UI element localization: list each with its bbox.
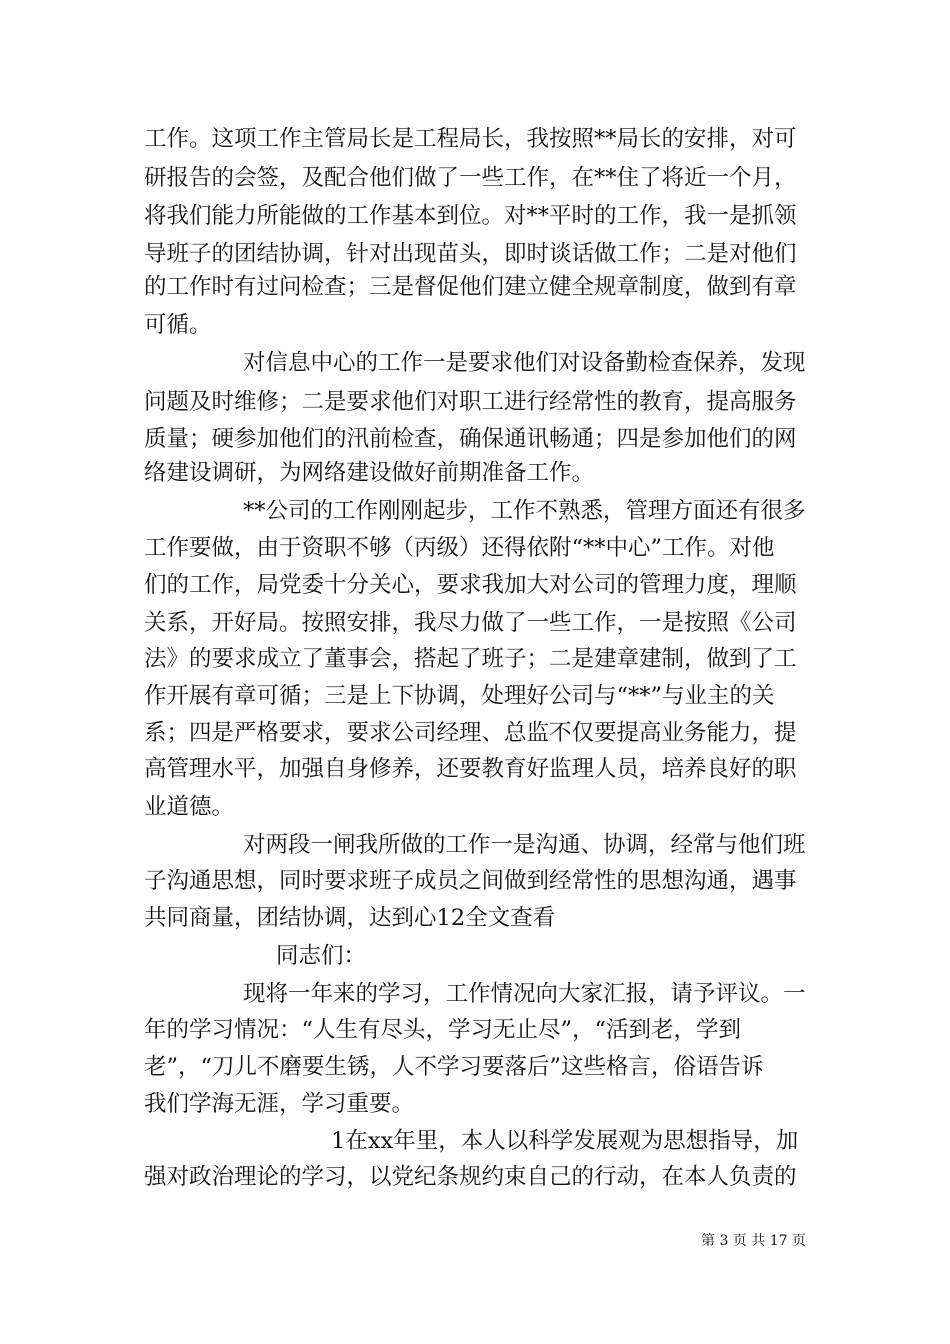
text-line: 质量；硬参加他们的汛前检查，确保通讯畅通；四是参加他们的网 (144, 426, 797, 452)
text-line: 工作。这项工作主管局长是工程局长，我按照**局长的安排，对可 (144, 126, 797, 152)
salutation: 同志们： (276, 943, 367, 969)
text-line: 强对政治理论的学习，以党纪条规约束自己的行动，在本人负责的 (144, 1164, 797, 1190)
text-line: 1在xx年里，本人以科学发展观为思想指导，加 (331, 1128, 799, 1154)
text-line: 研报告的会签，及配合他们做了一些工作，在**住了将近一个月， (144, 165, 797, 191)
text-line: 可循。 (144, 312, 212, 338)
text-line: 们的工作，局党委十分关心，要求我加大对公司的管理力度，理顺 (144, 572, 797, 598)
text-line: 作开展有章可循；三是上下协调，处理好公司与“**”与业主的关 (144, 683, 775, 709)
text-line: 我们学海无涯，学习重要。 (144, 1091, 415, 1117)
text-line: 业道德。 (144, 794, 235, 820)
text-line: 对信息中心的工作一是要求他们对设备勤检查保养，发现 (243, 350, 806, 376)
text-line: 现将一年来的学习，工作情况向大家汇报，请予评议。一 (243, 981, 806, 1007)
text-line: 子沟通思想，同时要求班子成员之间做到经常性的思想沟通，遇事 (144, 868, 797, 894)
text-line: 导班子的团结协调，针对出现苗头，即时谈话做工作；二是对他们 (144, 241, 797, 267)
text-line: 将我们能力所能做的工作基本到位。对**平时的工作，我一是抓领 (144, 203, 797, 229)
page-number: 第 3 页 共 17 页 (701, 1233, 806, 1249)
text-line: 问题及时维修；二是要求他们对职工进行经常性的教育，提高服务 (144, 389, 797, 415)
text-line: 络建设调研，为网络建设做好前期准备工作。 (144, 460, 595, 486)
text-line: 对两段一闸我所做的工作一是沟通、协调，经常与他们班 (243, 832, 806, 858)
text-line: 的工作时有过问检查；三是督促他们建立健全规章制度，做到有章 (144, 274, 797, 300)
text-line: 法》的要求成立了董事会，搭起了班子；二是建章建制，做到了工 (144, 646, 797, 672)
text-line: 老”，“刀儿不磨要生锈，人不学习要落后”这些格言，俗语告诉 (144, 1054, 764, 1080)
text-line: 高管理水平，加强自身修养，还要教育好监理人员，培养良好的职 (144, 756, 797, 782)
text-line: **公司的工作刚刚起步，工作不熟悉，管理方面还有很多 (243, 498, 806, 524)
text-line: 年的学习情况：“人生有尽头，学习无止尽”，“活到老，学到 (144, 1017, 742, 1043)
text-line: 共同商量，团结协调，达到心12全文查看 (144, 905, 556, 931)
text-line: 系；四是严格要求，要求公司经理、总监不仅要提高业务能力，提 (144, 720, 797, 746)
text-line: 关系，开好局。按照安排，我尽力做了一些工作，一是按照《公司 (144, 610, 797, 636)
text-line: 工作要做，由于资职不够（丙级）还得依附“**中心”工作。对他 (144, 535, 775, 561)
